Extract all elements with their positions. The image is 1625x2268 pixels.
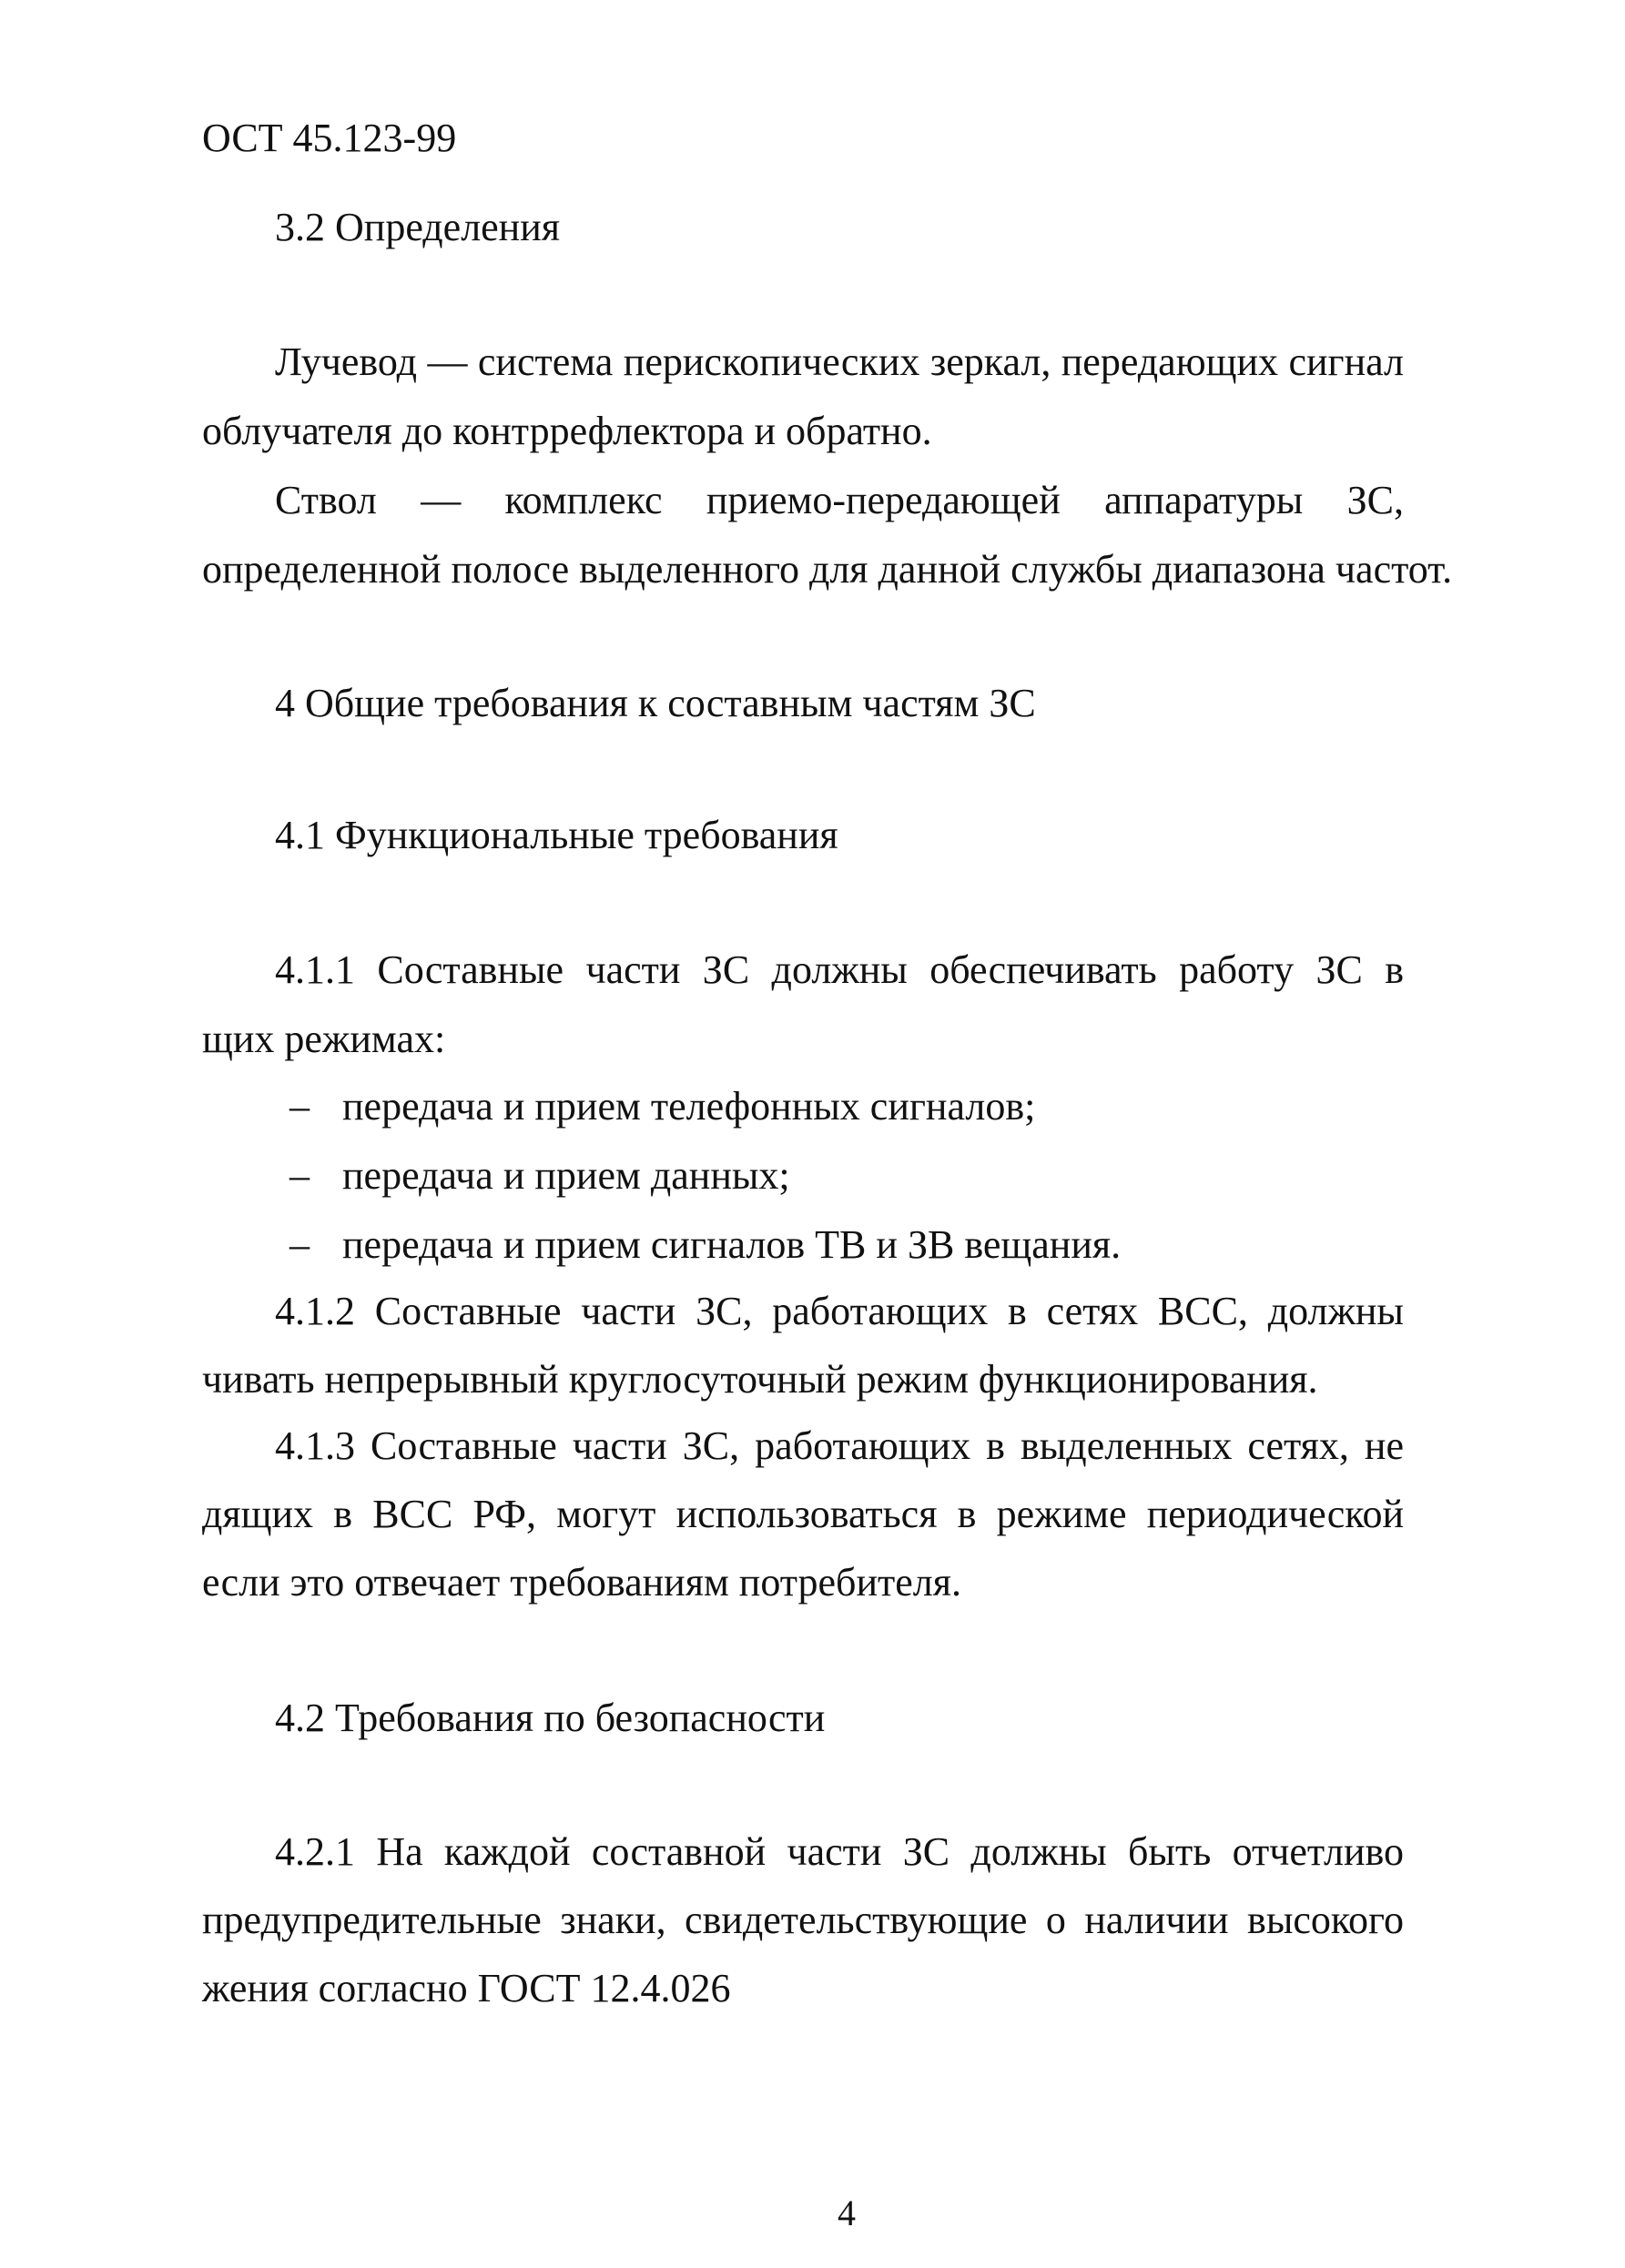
section-4-1-title: 4.1 Функциональные требования (275, 813, 838, 857)
list-item (289, 1150, 790, 1201)
definition-luchevod-line-2: облучателя до контррефлектора и обратно. (202, 409, 932, 453)
section-3-2-title: 3.2 Определения (275, 205, 561, 249)
paragraph-4-2-1-line-1: 4.2.1 На каждой составной части ЗС должны быть отчетливо (275, 1829, 1404, 1874)
definition-stvol-line-1: Ствол — комплекс приемо-передающей аппаратуры ЗС, (275, 478, 1404, 522)
section-4-title: 4 Общие требования к составным частям ЗС (275, 681, 1036, 725)
section-4-2-title: 4.2 Требования по безопасности (275, 1696, 826, 1740)
paragraph-4-1-2-line-2: чивать непрерывный круглосуточный режим функционирования. (202, 1357, 1318, 1402)
paragraph-4-2-1-line-3: жения согласно ГОСТ 12.4.026 (202, 1966, 731, 2010)
document-code: ОСТ 45.123-99 (202, 116, 457, 160)
list-item (289, 1081, 1035, 1132)
paragraph-4-1-3-line-2: дящих в ВСС РФ, могут использоваться в режиме периодической (202, 1492, 1404, 1536)
dash-marker: – (289, 1153, 310, 1198)
paragraph-4-1-1-line-1: 4.1.1 Составные части ЗС должны обеспечивать работу ЗС в (275, 947, 1404, 992)
list-item-text: передача и прием сигналов ТВ и ЗВ вещания. (342, 1222, 1122, 1267)
definition-stvol-line-2: определенной полосе выделенного для данной службы диапазона частот. (202, 547, 1453, 592)
list-item-text: передача и прием данных; (342, 1153, 790, 1198)
dash-marker: – (289, 1084, 310, 1129)
paragraph-4-1-3-line-3: если это отвечает требованиям потребителя. (202, 1560, 961, 1605)
definition-luchevod-line-1: Лучевод — система перископических зеркал, передающих сигнал (275, 339, 1404, 384)
page-number: 4 (838, 2192, 856, 2233)
paragraph-4-1-3-line-1: 4.1.3 Составные части ЗС, работающих в выделенных сетях, не (275, 1423, 1404, 1468)
paragraph-4-1-2-line-1: 4.1.2 Составные части ЗС, работающих в сетях ВСС, должны (275, 1289, 1404, 1333)
dash-marker: – (289, 1222, 310, 1267)
paragraph-4-1-1-line-2: щих режимах: (202, 1017, 446, 1061)
list-item-text: передача и прием телефонных сигналов; (342, 1084, 1036, 1129)
paragraph-4-2-1-line-2: предупредительные знаки, свидетельствующие о наличии высокого (202, 1898, 1404, 1942)
list-item (289, 1220, 1121, 1271)
